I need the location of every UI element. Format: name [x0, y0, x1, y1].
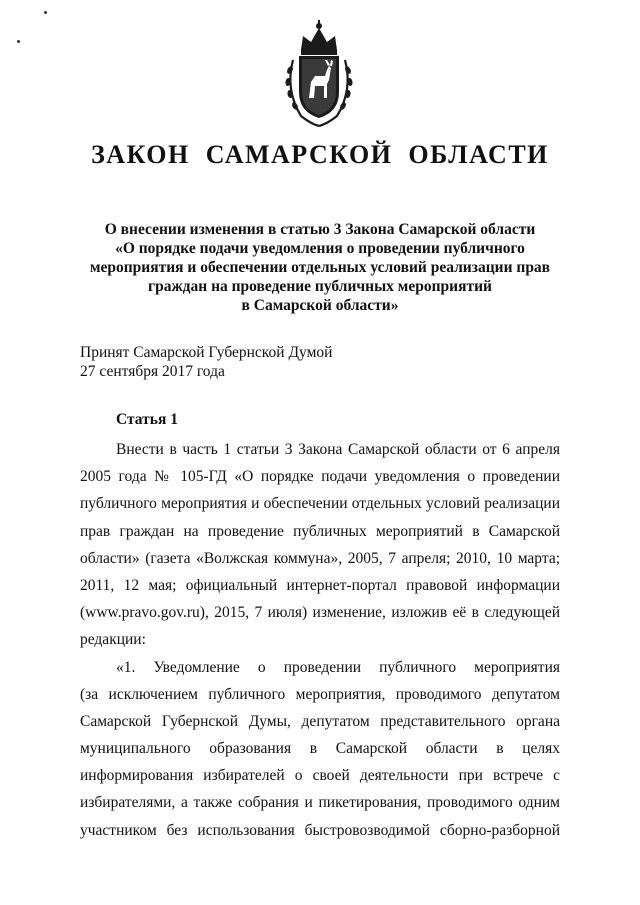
body-line: избирателями, а также собрания и пикетирования, проводимого одним — [80, 794, 560, 812]
adoption-date: 27 сентября 2017 года — [80, 363, 225, 380]
scan-speck — [44, 11, 47, 14]
subject-line: в Самарской области» — [241, 297, 399, 314]
samara-coat-of-arms-icon — [281, 20, 357, 128]
subject-line: мероприятия и обеспечении отдельных условий реализации прав — [89, 259, 551, 276]
body-line: редакции: — [80, 631, 146, 649]
article-heading: Статья 1 — [116, 411, 178, 428]
body-line: 2005 года № 105-ГД «О порядке подачи уведомления о проведении — [80, 468, 560, 486]
body-line: участником без использования быстровозводимой сборно-разборной — [80, 821, 560, 839]
body-line: Внести в часть 1 статьи 3 Закона Самарской области от 6 апреля — [116, 441, 560, 458]
scan-speck — [17, 40, 20, 43]
body-line: информирования избирателей о своей деятельности при встрече с — [80, 767, 560, 785]
body-line: прав граждан на проведение публичных мероприятий в Самарской — [80, 522, 560, 540]
body-line: муниципального образования в Самарской области в целях — [80, 740, 560, 758]
subject-line: «О порядке подачи уведомления о проведении публичного — [115, 240, 525, 257]
body-line: 2011, 12 мая; официальный интернет-портал правовой информации — [80, 576, 560, 594]
subject-line: О внесении изменения в статью 3 Закона Самарской области — [104, 221, 536, 238]
adoption-body: Принят Самарской Губернской Думой — [80, 344, 333, 361]
body-line: (за исключением публичного мероприятия, проводимого депутатом — [80, 685, 560, 703]
body-line: публичного мероприятия и обеспечении отдельных условий реализации — [80, 495, 560, 513]
adoption-note — [80, 343, 560, 381]
body-line: (www.pravo.gov.ru), 2015, 7 июля) изменение, изложив её в следующей — [80, 604, 560, 622]
article-body — [80, 436, 560, 844]
body-line: «1. Уведомление о проведении публичного мероприятия — [116, 658, 560, 676]
law-title: ЗАКОН САМАРСКОЙ ОБЛАСТИ — [91, 140, 549, 169]
subject-line: граждан на проведение публичных мероприятий — [148, 278, 492, 295]
body-line: Самарской Губернской Думы, депутатом представительного органа — [80, 712, 560, 730]
law-subject — [80, 220, 560, 315]
body-line: области» (газета «Волжская коммуна», 2005, 7 апреля; 2010, 10 марта; — [80, 549, 560, 567]
